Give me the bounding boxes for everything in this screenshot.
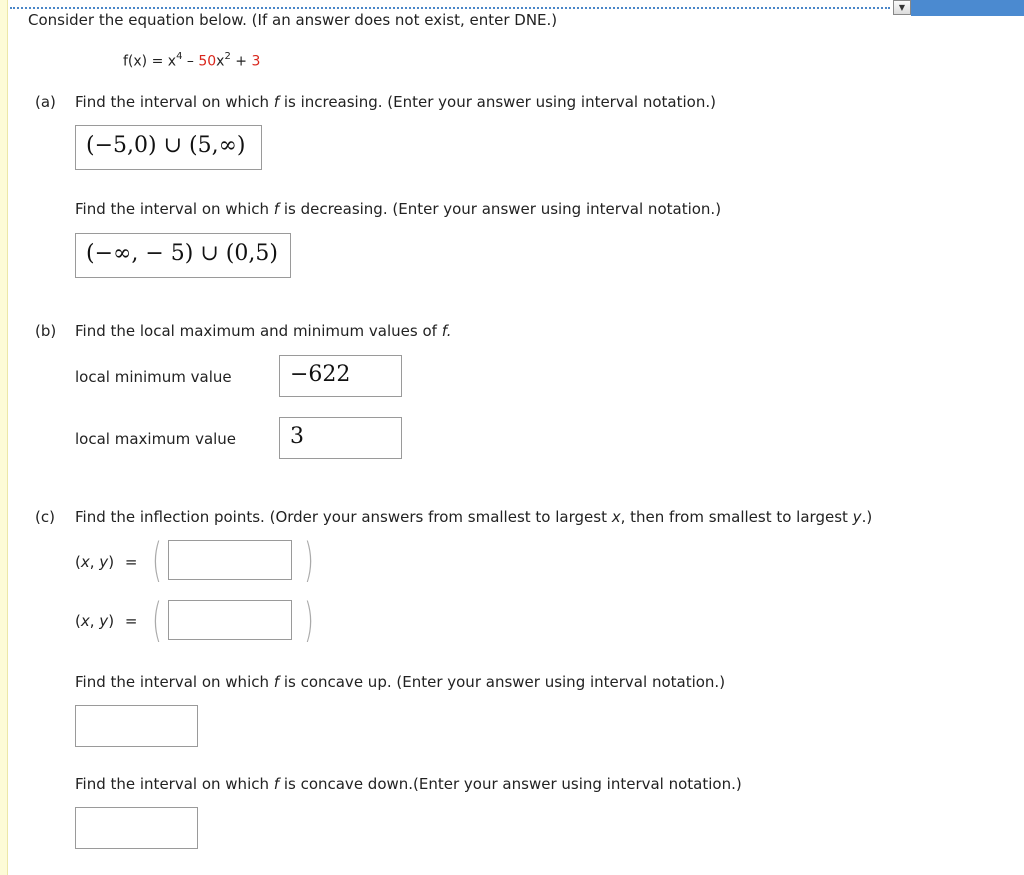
xy-close: ) [108,612,115,630]
local-min-label: local minimum value [75,368,232,386]
part-c-prompt [75,508,872,526]
prompt-text: Find the local maximum and minimum values of [75,322,442,340]
prompt-text: is concave down.(Enter your answer using interval notation.) [279,775,742,793]
close-paren-1: ) [304,533,314,587]
open-paren-2: ( [152,593,162,647]
increasing-answer-field[interactable]: (−5,0) ∪ (5,∞) [75,125,262,170]
prompt-text: is concave up. (Enter your answer using interval notation.) [279,673,726,691]
prompt-text: is decreasing. (Enter your answer using interval notation.) [279,200,722,218]
equation-coef: 50 [198,53,217,70]
inflection-point-2-field[interactable] [168,600,292,640]
part-c-letter: (c) [35,508,55,526]
xy-open: ( [75,612,81,630]
equation-x: x [216,53,225,70]
prompt-y: y [852,508,862,526]
part-b-letter: (b) [35,322,57,340]
equation-plus: + [235,53,248,70]
equation-lhs: f(x) = x [123,53,177,70]
equals-sign: = [124,553,138,571]
prompt-f: f [273,93,280,111]
xy-label-2 [75,612,137,630]
equation [123,52,260,70]
local-max-field[interactable]: 3 [279,417,402,459]
xy-label-1 [75,553,137,571]
prompt-text: is increasing. (Enter your answer using interval notation.) [279,93,716,111]
top-dotted-rule [10,7,890,9]
xy-comma: , [89,612,100,630]
prompt-f: f [273,673,280,691]
concave-up-prompt [75,673,725,691]
xy-comma: , [89,553,100,571]
prompt-text: Find the interval on which [75,93,274,111]
prompt-text: .) [861,508,873,526]
part-a-increasing-prompt [75,93,716,111]
concave-up-field[interactable] [75,705,198,747]
inflection-point-1-field[interactable] [168,540,292,580]
prompt-text: Find the interval on which [75,775,274,793]
prompt-text: Find the inflection points. (Order your answers from smallest to largest [75,508,612,526]
xy-y: y [99,553,109,571]
part-a-decreasing-prompt [75,200,721,218]
xy-x: x [80,553,90,571]
prompt-f: f. [441,322,452,340]
close-paren-2: ) [304,593,314,647]
equation-exp4: 4 [176,51,183,62]
equals-sign: = [124,612,138,630]
prompt-text: Find the interval on which [75,673,274,691]
xy-open: ( [75,553,81,571]
decreasing-answer-field[interactable]: (−∞, − 5) ∪ (0,5) [75,233,291,278]
part-b-prompt [75,322,451,340]
prompt-f: f [273,200,280,218]
question-intro: Consider the equation below. (If an answer does not exist, enter DNE.) [28,11,558,29]
equation-const: 3 [251,53,261,70]
part-a-letter: (a) [35,93,56,111]
local-min-field[interactable]: −622 [279,355,402,397]
concave-down-field[interactable] [75,807,198,849]
prompt-text: Find the interval on which [75,200,274,218]
collapse-dropdown-button[interactable] [893,0,911,15]
xy-close: ) [108,553,115,571]
equation-minus: – [186,53,194,70]
local-max-label: local maximum value [75,430,237,448]
left-margin-bar [0,0,8,875]
open-paren-1: ( [152,533,162,587]
equation-exp2: 2 [224,51,231,62]
chevron-down-icon: ▼ [898,3,906,12]
prompt-x: x [611,508,621,526]
prompt-text: , then from smallest to largest [620,508,853,526]
top-blue-bar [911,0,1024,16]
concave-down-prompt [75,775,742,793]
prompt-f: f [273,775,280,793]
xy-y: y [99,612,109,630]
xy-x: x [80,612,90,630]
